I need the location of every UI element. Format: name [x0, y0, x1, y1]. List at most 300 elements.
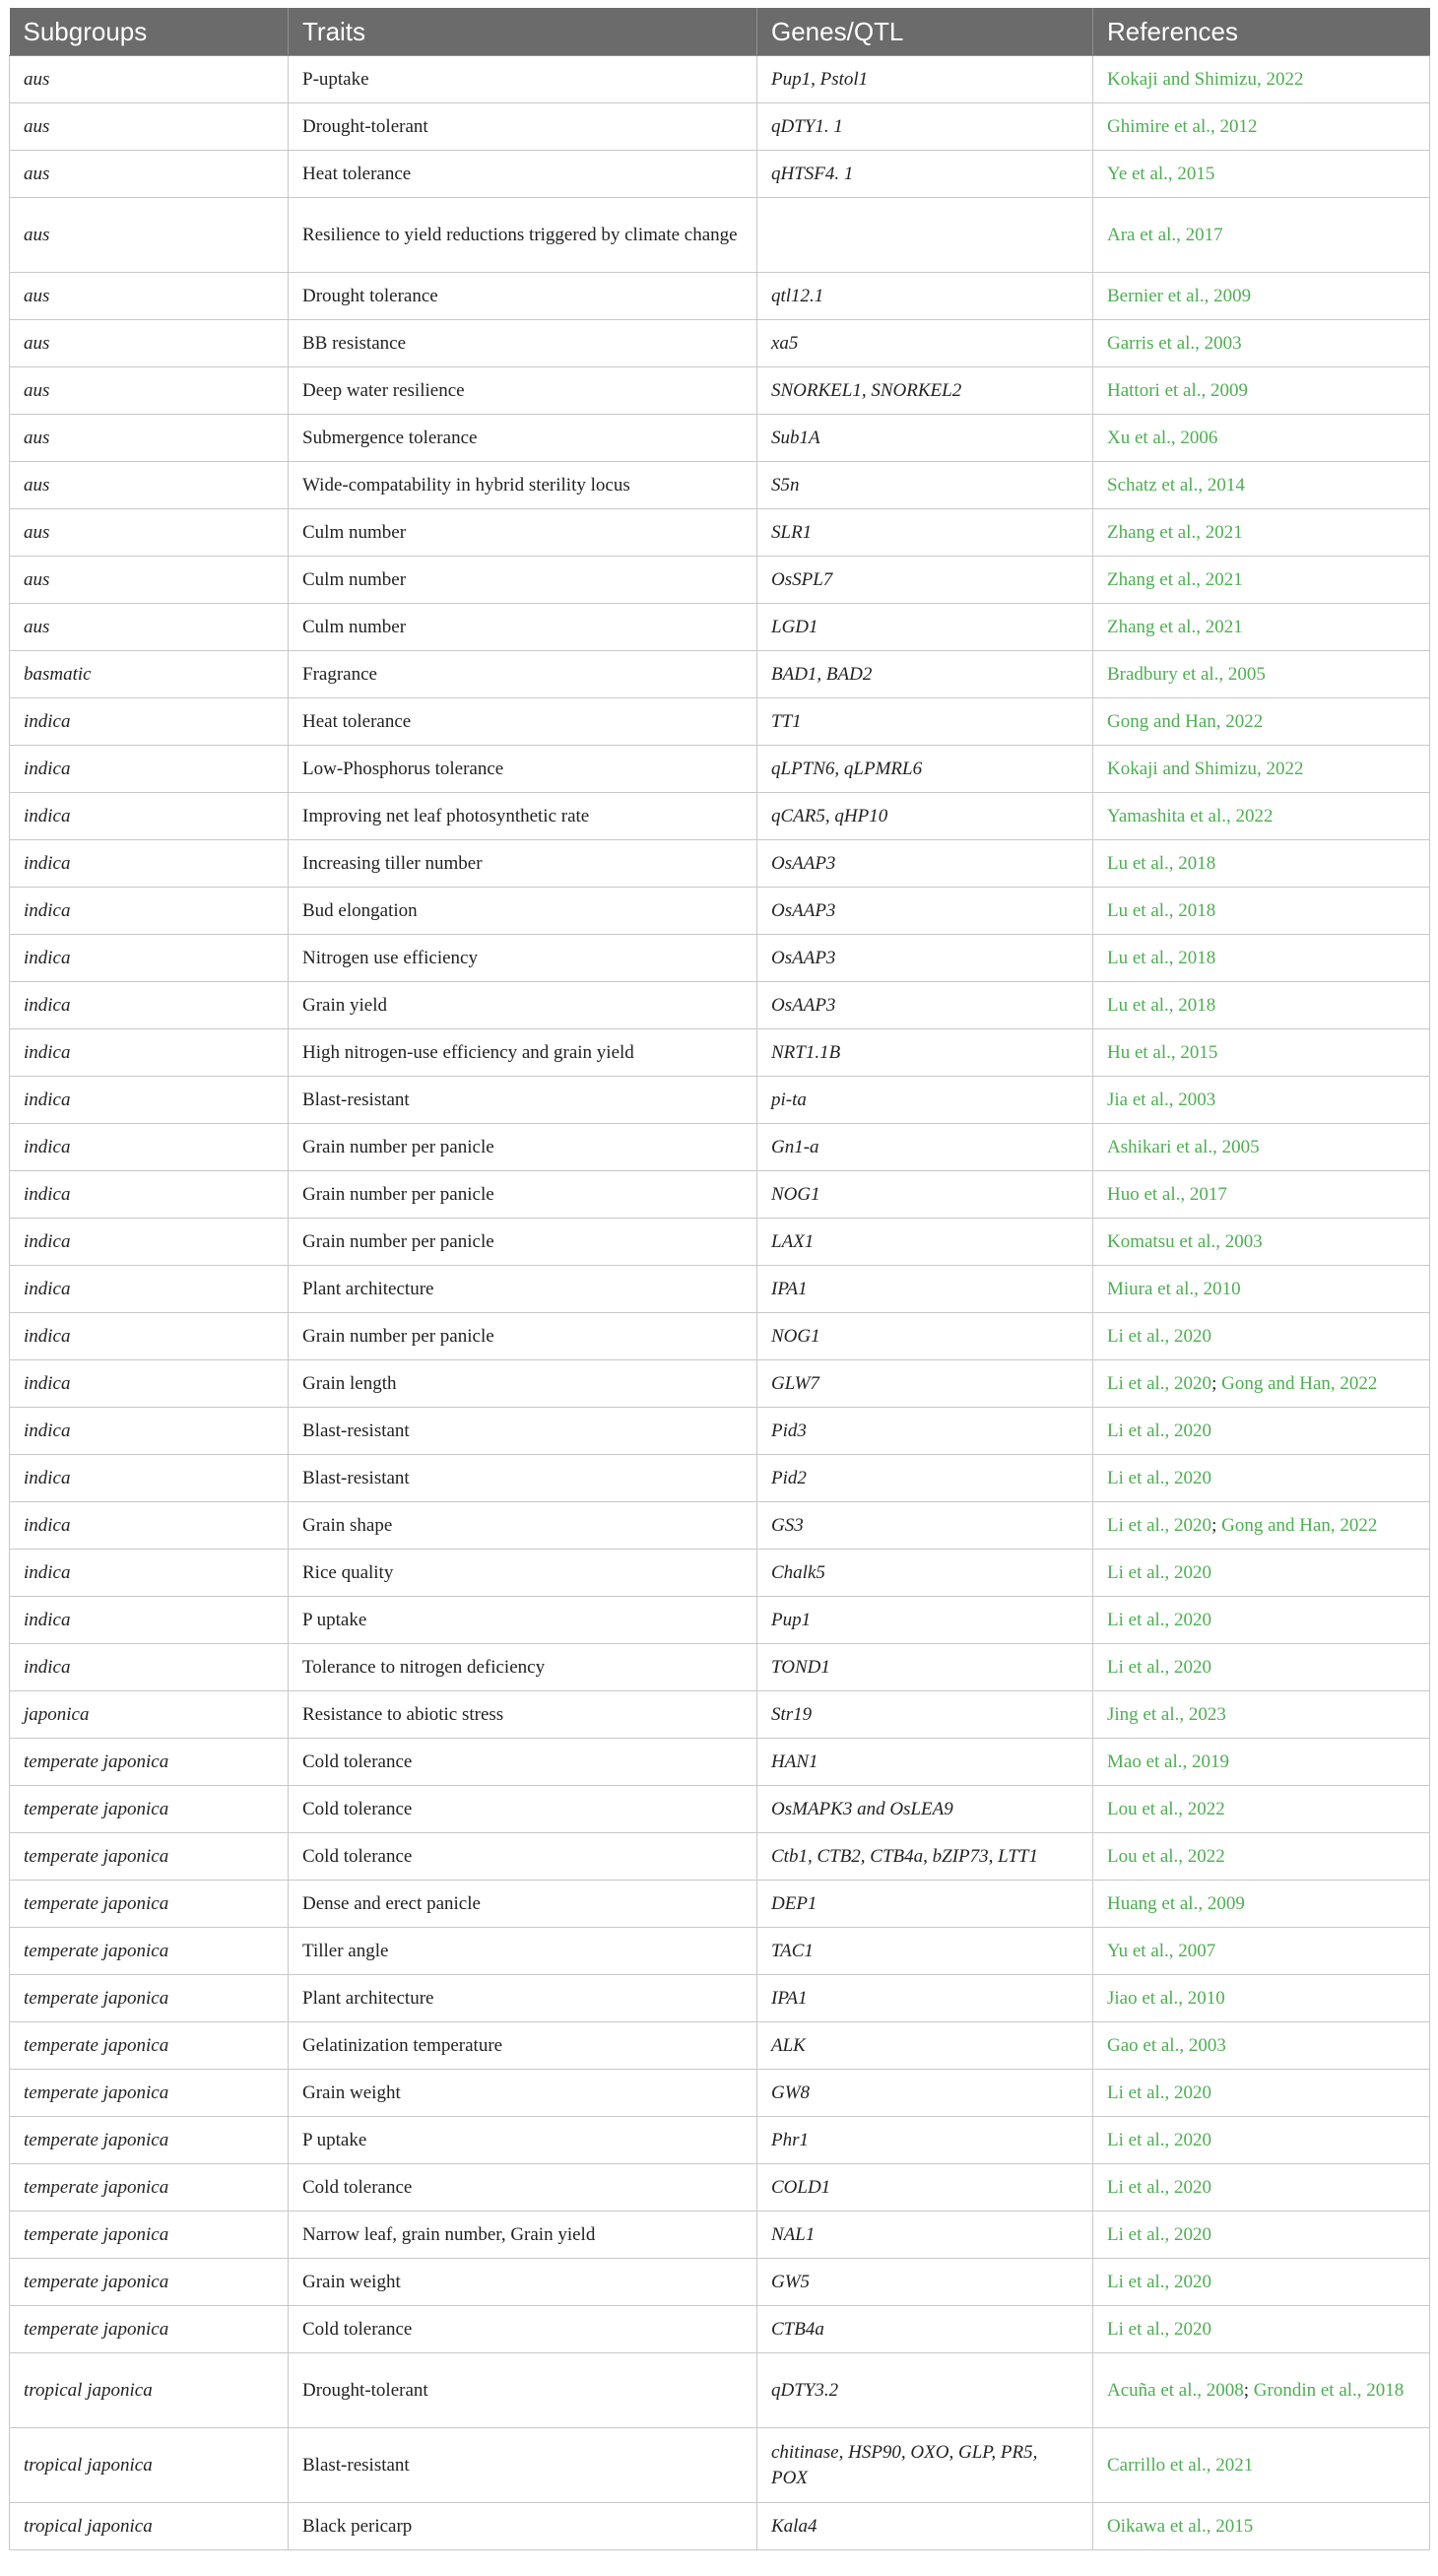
subgroup-cell: aus: [10, 151, 289, 198]
references-cell: [1093, 840, 1430, 888]
subgroup-cell: tropical japonica: [10, 2428, 289, 2503]
reference-link[interactable]: Li et al., 2020: [1107, 1325, 1212, 1347]
table-row: [10, 462, 1430, 509]
references-cell: [1093, 1786, 1430, 1833]
subgroup-cell: aus: [10, 415, 289, 462]
subgroup-cell: indica: [10, 1171, 289, 1219]
reference-link[interactable]: Grondin et al., 2018: [1253, 2379, 1405, 2401]
references-cell: [1093, 320, 1430, 367]
reference-link[interactable]: Oikawa et al., 2015: [1107, 2515, 1254, 2537]
reference-link[interactable]: Ye et al., 2015: [1107, 163, 1215, 184]
genes-cell: NOG1: [757, 1313, 1093, 1360]
references-cell: [1093, 1266, 1430, 1313]
subgroup-cell: indica: [10, 1455, 289, 1502]
reference-link[interactable]: Zhang et al., 2021: [1107, 521, 1243, 543]
trait-cell: Cold tolerance: [289, 1739, 757, 1786]
reference-link[interactable]: Ghimire et al., 2012: [1107, 115, 1258, 137]
references-cell: [1093, 509, 1430, 557]
genes-cell: OsAAP3: [757, 840, 1093, 888]
trait-cell: Heat tolerance: [289, 698, 757, 746]
table-row: [10, 793, 1430, 840]
genes-cell: OsAAP3: [757, 935, 1093, 982]
subgroup-cell: indica: [10, 1502, 289, 1550]
reference-link[interactable]: Komatsu et al., 2003: [1107, 1230, 1263, 1252]
subgroup-cell: indica: [10, 1029, 289, 1077]
trait-cell: P uptake: [289, 2117, 757, 2164]
reference-link[interactable]: Li et al., 2020: [1107, 1656, 1212, 1678]
subgroup-cell: temperate japonica: [10, 1833, 289, 1881]
subgroup-cell: temperate japonica: [10, 2117, 289, 2164]
trait-cell: Blast-resistant: [289, 1408, 757, 1455]
reference-link[interactable]: Hattori et al., 2009: [1107, 379, 1248, 401]
subgroup-cell: aus: [10, 198, 289, 273]
genes-cell: Pid2: [757, 1455, 1093, 1502]
subgroup-cell: temperate japonica: [10, 1739, 289, 1786]
subgroup-cell: indica: [10, 1597, 289, 1644]
subgroup-cell: japonica: [10, 1691, 289, 1739]
table-row: [10, 1786, 1430, 1833]
references-cell: [1093, 1691, 1430, 1739]
reference-link[interactable]: Li et al., 2020: [1107, 2081, 1212, 2103]
reference-link[interactable]: Li et al., 2020: [1107, 1514, 1212, 1536]
references-cell: [1093, 1975, 1430, 2022]
subgroup-cell: aus: [10, 367, 289, 415]
subgroup-cell: temperate japonica: [10, 2306, 289, 2353]
references-cell: [1093, 1597, 1430, 1644]
trait-cell: High nitrogen-use efficiency and grain yield: [289, 1029, 757, 1077]
reference-link[interactable]: Jiao et al., 2010: [1107, 1987, 1225, 2009]
table-row: [10, 2306, 1430, 2353]
reference-link[interactable]: Lu et al., 2018: [1107, 852, 1216, 874]
reference-link[interactable]: Gong and Han, 2022: [1107, 710, 1264, 732]
references-cell: [1093, 1408, 1430, 1455]
table-row: [10, 2259, 1430, 2306]
table-row: [10, 604, 1430, 651]
reference-link[interactable]: Acuña et al., 2008: [1107, 2379, 1244, 2401]
subgroup-cell: aus: [10, 320, 289, 367]
genes-cell: GW8: [757, 2070, 1093, 2117]
trait-cell: Blast-resistant: [289, 1077, 757, 1124]
subgroup-cell: indica: [10, 888, 289, 935]
genes-cell: OsMAPK3 and OsLEA9: [757, 1786, 1093, 1833]
subgroup-cell: indica: [10, 1550, 289, 1597]
references-cell: [1093, 1124, 1430, 1171]
trait-cell: Drought-tolerant: [289, 2353, 757, 2428]
genes-cell: TT1: [757, 698, 1093, 746]
reference-link[interactable]: Li et al., 2020: [1107, 2176, 1212, 2198]
subgroup-cell: indica: [10, 1077, 289, 1124]
genes-cell: GW5: [757, 2259, 1093, 2306]
references-cell: [1093, 2428, 1430, 2503]
genes-cell: qCAR5, qHP10: [757, 793, 1093, 840]
trait-cell: Cold tolerance: [289, 1833, 757, 1881]
trait-cell: Plant architecture: [289, 1266, 757, 1313]
reference-link[interactable]: Garris et al., 2003: [1107, 332, 1242, 354]
table-row: [10, 2117, 1430, 2164]
subgroup-cell: indica: [10, 1408, 289, 1455]
genes-cell: IPA1: [757, 1975, 1093, 2022]
references-cell: [1093, 557, 1430, 604]
table-row: [10, 698, 1430, 746]
table-row: [10, 746, 1430, 793]
reference-link[interactable]: Lu et al., 2018: [1107, 899, 1216, 921]
genes-cell: OsAAP3: [757, 888, 1093, 935]
reference-link[interactable]: Li et al., 2020: [1107, 1609, 1212, 1630]
genes-cell: NOG1: [757, 1171, 1093, 1219]
table-row: [10, 1644, 1430, 1691]
subgroup-cell: temperate japonica: [10, 1975, 289, 2022]
subgroup-cell: indica: [10, 935, 289, 982]
genes-cell: SLR1: [757, 509, 1093, 557]
reference-link[interactable]: Huo et al., 2017: [1107, 1183, 1227, 1205]
genes-cell: SNORKEL1, SNORKEL2: [757, 367, 1093, 415]
genes-cell: OsSPL7: [757, 557, 1093, 604]
references-cell: [1093, 415, 1430, 462]
trait-cell: Nitrogen use efficiency: [289, 935, 757, 982]
reference-link[interactable]: Mao et al., 2019: [1107, 1750, 1230, 1772]
reference-link[interactable]: Li et al., 2020: [1107, 1561, 1212, 1583]
table-row: [10, 2353, 1430, 2428]
genes-cell: S5n: [757, 462, 1093, 509]
references-cell: [1093, 2070, 1430, 2117]
subgroup-cell: tropical japonica: [10, 2353, 289, 2428]
trait-cell: Grain number per panicle: [289, 1124, 757, 1171]
references-cell: [1093, 1644, 1430, 1691]
reference-link[interactable]: Bradbury et al., 2005: [1107, 663, 1266, 685]
subgroup-cell: basmatic: [10, 651, 289, 698]
reference-link[interactable]: Xu et al., 2006: [1107, 427, 1218, 448]
subgroup-cell: aus: [10, 103, 289, 151]
reference-link[interactable]: Li et al., 2020: [1107, 1372, 1212, 1394]
references-cell: [1093, 198, 1430, 273]
references-cell: [1093, 1077, 1430, 1124]
genes-cell: LGD1: [757, 604, 1093, 651]
genes-cell: LAX1: [757, 1219, 1093, 1266]
references-cell: [1093, 1171, 1430, 1219]
references-cell: [1093, 367, 1430, 415]
table-row: [10, 2022, 1430, 2070]
references-cell: [1093, 1881, 1430, 1928]
references-cell: [1093, 746, 1430, 793]
trait-cell: Black pericarp: [289, 2503, 757, 2550]
subgroup-cell: temperate japonica: [10, 2259, 289, 2306]
references-cell: Acuña et al., 2008; Grondin et al., 2018: [1093, 2353, 1430, 2428]
subgroup-cell: indica: [10, 1360, 289, 1408]
genes-cell: qDTY3.2: [757, 2353, 1093, 2428]
subgroup-cell: indica: [10, 1644, 289, 1691]
genes-qtl-table: [9, 8, 1430, 2550]
reference-link[interactable]: Li et al., 2020: [1107, 2271, 1212, 2292]
subgroup-cell: indica: [10, 793, 289, 840]
genes-cell: NRT1.1B: [757, 1029, 1093, 1077]
table-row: [10, 1597, 1430, 1644]
reference-link[interactable]: Zhang et al., 2021: [1107, 568, 1243, 590]
genes-cell: Kala4: [757, 2503, 1093, 2550]
subgroup-cell: indica: [10, 1219, 289, 1266]
subgroup-cell: indica: [10, 982, 289, 1029]
reference-link[interactable]: Carrillo et al., 2021: [1107, 2454, 1254, 2476]
table-row: [10, 982, 1430, 1029]
table-row: [10, 1455, 1430, 1502]
genes-cell: CTB4a: [757, 2306, 1093, 2353]
subgroup-cell: temperate japonica: [10, 1928, 289, 1975]
table-row: [10, 1360, 1430, 1408]
trait-cell: Dense and erect panicle: [289, 1881, 757, 1928]
references-cell: [1093, 2503, 1430, 2550]
references-cell: [1093, 1219, 1430, 1266]
reference-link[interactable]: Bernier et al., 2009: [1107, 285, 1252, 306]
header-references: References: [1093, 8, 1430, 56]
references-cell: [1093, 935, 1430, 982]
genes-cell: qtl12.1: [757, 273, 1093, 320]
trait-cell: Drought-tolerant: [289, 103, 757, 151]
trait-cell: P uptake: [289, 1597, 757, 1644]
table-row: [10, 557, 1430, 604]
reference-link[interactable]: Schatz et al., 2014: [1107, 474, 1245, 495]
subgroup-cell: aus: [10, 604, 289, 651]
trait-cell: Bud elongation: [289, 888, 757, 935]
subgroup-cell: temperate japonica: [10, 2022, 289, 2070]
reference-link[interactable]: Lou et al., 2022: [1107, 1845, 1225, 1867]
subgroup-cell: temperate japonica: [10, 1881, 289, 1928]
trait-cell: Grain weight: [289, 2259, 757, 2306]
table-row: [10, 1313, 1430, 1360]
table-row: [10, 2212, 1430, 2259]
genes-cell: qDTY1. 1: [757, 103, 1093, 151]
table-row: [10, 415, 1430, 462]
trait-cell: Grain number per panicle: [289, 1313, 757, 1360]
genes-cell: Pid3: [757, 1408, 1093, 1455]
genes-cell: Sub1A: [757, 415, 1093, 462]
reference-link[interactable]: Li et al., 2020: [1107, 2318, 1212, 2340]
trait-cell: Cold tolerance: [289, 2306, 757, 2353]
references-cell: [1093, 462, 1430, 509]
reference-link[interactable]: Hu et al., 2015: [1107, 1041, 1218, 1063]
trait-cell: Increasing tiller number: [289, 840, 757, 888]
reference-link[interactable]: Li et al., 2020: [1107, 2129, 1212, 2150]
references-cell: [1093, 2164, 1430, 2212]
trait-cell: Cold tolerance: [289, 2164, 757, 2212]
table-row: [10, 151, 1430, 198]
references-cell: [1093, 2022, 1430, 2070]
reference-link[interactable]: Miura et al., 2010: [1107, 1278, 1241, 1299]
references-cell: [1093, 56, 1430, 103]
table-row: [10, 273, 1430, 320]
trait-cell: Resilience to yield reductions triggered by climate change: [289, 198, 757, 273]
reference-link[interactable]: Lu et al., 2018: [1107, 994, 1216, 1016]
references-cell: [1093, 103, 1430, 151]
subgroup-cell: aus: [10, 56, 289, 103]
trait-cell: Submergence tolerance: [289, 415, 757, 462]
table-row: [10, 1502, 1430, 1550]
trait-cell: Grain weight: [289, 2070, 757, 2117]
reference-link[interactable]: Li et al., 2020: [1107, 1420, 1212, 1441]
reference-link[interactable]: Gao et al., 2003: [1107, 2034, 1226, 2056]
trait-cell: Gelatinization temperature: [289, 2022, 757, 2070]
reference-link[interactable]: Li et al., 2020: [1107, 2223, 1212, 2245]
table-row: [10, 320, 1430, 367]
genes-cell: chitinase, HSP90, OXO, GLP, PR5, POX: [757, 2428, 1093, 2503]
trait-cell: Grain shape: [289, 1502, 757, 1550]
trait-cell: Grain number per panicle: [289, 1171, 757, 1219]
table-body: [10, 56, 1430, 2550]
subgroup-cell: tropical japonica: [10, 2503, 289, 2550]
references-cell: [1093, 2212, 1430, 2259]
table-row: [10, 1833, 1430, 1881]
trait-cell: Blast-resistant: [289, 1455, 757, 1502]
genes-cell: NAL1: [757, 2212, 1093, 2259]
genes-cell: xa5: [757, 320, 1093, 367]
trait-cell: BB resistance: [289, 320, 757, 367]
genes-cell: HAN1: [757, 1739, 1093, 1786]
trait-cell: Plant architecture: [289, 1975, 757, 2022]
table-row: [10, 198, 1430, 273]
references-cell: [1093, 1550, 1430, 1597]
reference-link[interactable]: Kokaji and Shimizu, 2022: [1107, 758, 1304, 779]
reference-link[interactable]: Jing et al., 2023: [1107, 1703, 1226, 1725]
genes-cell: Phr1: [757, 2117, 1093, 2164]
trait-cell: Culm number: [289, 509, 757, 557]
reference-link[interactable]: Ashikari et al., 2005: [1107, 1136, 1260, 1157]
subgroup-cell: temperate japonica: [10, 2164, 289, 2212]
table-row: [10, 1124, 1430, 1171]
genes-cell: OsAAP3: [757, 982, 1093, 1029]
table-row: [10, 1077, 1430, 1124]
header-row: [10, 8, 1430, 56]
trait-cell: Low-Phosphorus tolerance: [289, 746, 757, 793]
subgroup-cell: indica: [10, 698, 289, 746]
genes-cell: TAC1: [757, 1928, 1093, 1975]
subgroup-cell: aus: [10, 557, 289, 604]
subgroup-cell: temperate japonica: [10, 2070, 289, 2117]
header-traits: Traits: [289, 8, 757, 56]
genes-cell: COLD1: [757, 2164, 1093, 2212]
table-row: [10, 1975, 1430, 2022]
header-genes-qtl: Genes/QTL: [757, 8, 1093, 56]
reference-link[interactable]: Huang et al., 2009: [1107, 1892, 1245, 1914]
trait-cell: Deep water resilience: [289, 367, 757, 415]
trait-cell: Fragrance: [289, 651, 757, 698]
trait-cell: Heat tolerance: [289, 151, 757, 198]
table-row: [10, 1739, 1430, 1786]
reference-link[interactable]: Yamashita et al., 2022: [1107, 805, 1274, 826]
subgroup-cell: aus: [10, 509, 289, 557]
table-row: [10, 935, 1430, 982]
subgroup-cell: indica: [10, 1266, 289, 1313]
references-cell: [1093, 1313, 1430, 1360]
table-row: [10, 1691, 1430, 1739]
reference-link[interactable]: Ara et al., 2017: [1107, 224, 1223, 245]
references-cell: [1093, 1833, 1430, 1881]
table-row: [10, 2503, 1430, 2550]
genes-cell: Chalk5: [757, 1550, 1093, 1597]
references-cell: [1093, 982, 1430, 1029]
references-cell: [1093, 698, 1430, 746]
genes-cell: [757, 198, 1093, 273]
reference-link[interactable]: Yu et al., 2007: [1107, 1940, 1216, 1961]
table-row: [10, 2070, 1430, 2117]
references-cell: [1093, 651, 1430, 698]
reference-link[interactable]: Gong and Han, 2022: [1221, 1514, 1378, 1536]
genes-cell: Gn1-a: [757, 1124, 1093, 1171]
genes-cell: GS3: [757, 1502, 1093, 1550]
subgroup-cell: temperate japonica: [10, 1786, 289, 1833]
references-cell: [1093, 273, 1430, 320]
trait-cell: Rice quality: [289, 1550, 757, 1597]
references-cell: [1093, 604, 1430, 651]
trait-cell: Grain yield: [289, 982, 757, 1029]
references-cell: [1093, 1455, 1430, 1502]
table-row: [10, 509, 1430, 557]
trait-cell: Improving net leaf photosynthetic rate: [289, 793, 757, 840]
genes-cell: qLPTN6, qLPMRL6: [757, 746, 1093, 793]
reference-link[interactable]: Li et al., 2020: [1107, 1467, 1212, 1488]
table-row: [10, 2164, 1430, 2212]
genes-cell: pi-ta: [757, 1077, 1093, 1124]
table-row: [10, 1171, 1430, 1219]
table-row: [10, 1029, 1430, 1077]
genes-cell: TOND1: [757, 1644, 1093, 1691]
reference-link[interactable]: Jia et al., 2003: [1107, 1089, 1216, 1110]
table-row: [10, 1928, 1430, 1975]
references-cell: [1093, 2306, 1430, 2353]
reference-link[interactable]: Gong and Han, 2022: [1221, 1372, 1378, 1394]
table-row: [10, 103, 1430, 151]
trait-cell: Grain length: [289, 1360, 757, 1408]
table-row: [10, 2428, 1430, 2503]
subgroup-cell: indica: [10, 1124, 289, 1171]
genes-cell: BAD1, BAD2: [757, 651, 1093, 698]
genes-cell: Pup1, Pstol1: [757, 56, 1093, 103]
genes-cell: GLW7: [757, 1360, 1093, 1408]
trait-cell: Drought tolerance: [289, 273, 757, 320]
genes-cell: Str19: [757, 1691, 1093, 1739]
genes-cell: Pup1: [757, 1597, 1093, 1644]
genes-cell: qHTSF4. 1: [757, 151, 1093, 198]
table-row: [10, 1266, 1430, 1313]
references-cell: [1093, 888, 1430, 935]
subgroup-cell: aus: [10, 273, 289, 320]
subgroup-cell: indica: [10, 1313, 289, 1360]
trait-cell: Tolerance to nitrogen deficiency: [289, 1644, 757, 1691]
references-cell: [1093, 1029, 1430, 1077]
references-cell: [1093, 1739, 1430, 1786]
table-row: [10, 840, 1430, 888]
references-cell: Li et al., 2020; Gong and Han, 2022: [1093, 1360, 1430, 1408]
references-cell: [1093, 151, 1430, 198]
genes-cell: IPA1: [757, 1266, 1093, 1313]
reference-link[interactable]: Lu et al., 2018: [1107, 947, 1216, 968]
trait-cell: Narrow leaf, grain number, Grain yield: [289, 2212, 757, 2259]
references-cell: [1093, 793, 1430, 840]
genes-cell: DEP1: [757, 1881, 1093, 1928]
reference-link[interactable]: Kokaji and Shimizu, 2022: [1107, 68, 1304, 90]
table-row: [10, 1219, 1430, 1266]
trait-cell: Wide-compatability in hybrid sterility locus: [289, 462, 757, 509]
header-subgroups: Subgroups: [10, 8, 289, 56]
table-row: [10, 56, 1430, 103]
references-cell: [1093, 2259, 1430, 2306]
subgroup-cell: temperate japonica: [10, 2212, 289, 2259]
table-row: [10, 367, 1430, 415]
reference-link[interactable]: Zhang et al., 2021: [1107, 616, 1243, 637]
trait-cell: Cold tolerance: [289, 1786, 757, 1833]
reference-link[interactable]: Lou et al., 2022: [1107, 1798, 1225, 1819]
trait-cell: Resistance to abiotic stress: [289, 1691, 757, 1739]
trait-cell: Culm number: [289, 604, 757, 651]
trait-cell: P-uptake: [289, 56, 757, 103]
subgroup-cell: indica: [10, 746, 289, 793]
